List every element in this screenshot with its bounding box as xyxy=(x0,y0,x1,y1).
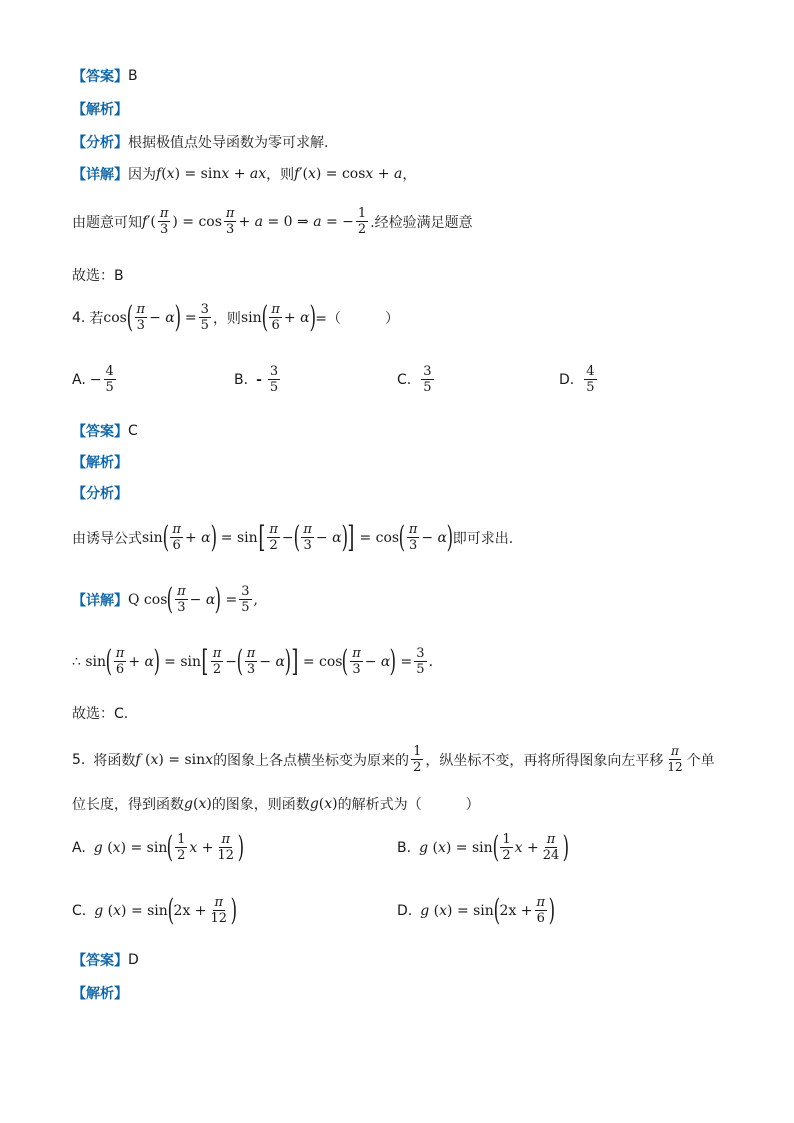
jiexi-label: 【解析】 xyxy=(72,986,128,1002)
q4-answer-line xyxy=(72,421,138,441)
q3-jiexi-line xyxy=(72,99,128,119)
option-den: 5 xyxy=(269,380,279,395)
q4-option-a[interactable] xyxy=(72,364,118,395)
q5-text1-end: 个单 xyxy=(686,752,715,769)
coef-num: 1 xyxy=(502,832,511,847)
option-label: D. xyxy=(559,371,575,388)
option-label: C. xyxy=(397,371,412,388)
formula-f: f ( x ) = sin x + ax xyxy=(156,166,267,182)
q5-number: 5. xyxy=(72,751,86,768)
q5-paren-close: ） xyxy=(465,797,480,813)
q4-guxuan xyxy=(72,703,128,723)
shift-num: π xyxy=(214,895,224,910)
coef-x: 2x xyxy=(499,902,517,919)
coef-den: 2 xyxy=(177,848,186,863)
q4-ze: ，则 xyxy=(212,310,241,327)
q3-guxuan xyxy=(72,265,124,285)
q4-fenxi-formula-line xyxy=(72,519,514,555)
coef-x: x xyxy=(189,839,198,856)
q4-therefore-line xyxy=(72,643,434,679)
q4-option-b[interactable] xyxy=(234,364,282,395)
jiexi-label: 【解析】 xyxy=(72,102,128,118)
option-num: 3 xyxy=(269,364,279,379)
xiangjie-label: 【详解】 xyxy=(72,592,128,609)
option-sign: - xyxy=(256,371,262,388)
q4-option-c[interactable] xyxy=(397,364,436,395)
option-label: B. xyxy=(234,371,249,388)
option-den: 5 xyxy=(105,380,114,395)
therefore-symbol: ∴ xyxy=(72,653,81,670)
q4-fenxi-line xyxy=(72,483,128,503)
q5-func-f: f ( x ) = sin x xyxy=(135,751,214,768)
q5-text2-pre: 位长度，得到函数 xyxy=(72,797,184,813)
shift-den: 24 xyxy=(542,848,560,863)
xiangjie-label: 【详解】 xyxy=(72,167,128,183)
xiangjie-mid: ，则 xyxy=(266,167,295,183)
q3-answer-line xyxy=(72,66,138,86)
q3-xiangjie-line xyxy=(72,164,416,184)
xiangjie-end: ， xyxy=(402,167,417,183)
q5-option-b[interactable]: B. g ( x ) = sin ( $\frac{1}{2}$ x + $\frac{\pi}{24}$ ) xyxy=(397,829,570,865)
q4-xiangjie-line xyxy=(72,581,258,617)
q5-option-a[interactable]: A. g ( x ) = sin ( $\frac{1}{2}$ x + $\frac{\pi}{12}$ ) xyxy=(72,829,245,865)
q4-given: cos ( $\frac{\pi}{3}$ − α ) = $\frac{3}{5}$ xyxy=(103,299,209,335)
option-num: 3 xyxy=(423,364,432,379)
formula-derivative-zero: f ′( $\frac{\pi}{3}$ ) = cos $\frac{\pi}{3}$ + a = 0 ⇒ a = − $\frac{1}{2}$ xyxy=(142,206,367,237)
q5-option-d[interactable]: D. g ( x ) = sin ( 2x + $\frac{\pi}{6}$ ) xyxy=(397,892,556,928)
q3-line2 xyxy=(72,206,473,237)
q4-paren-close: ） xyxy=(385,310,399,327)
answer-label: 【答案】 xyxy=(72,69,128,85)
q5-answer-line xyxy=(72,950,139,970)
q4-result-formula: sin ( $\frac{\pi}{6}$ + α ) = sin [ $\frac{\pi}{2}$ − ( $\frac{\pi}{3}$ − α ) ] = cos ( $\frac{\pi}{3}$ − α ) = $\frac{3}{5}$ . xyxy=(80,643,434,679)
q4-eq-tail: =（ xyxy=(315,310,341,327)
option-den: 5 xyxy=(423,380,432,395)
option-label: B. xyxy=(397,839,412,856)
fenxi-label: 【分析】 xyxy=(72,486,128,502)
because-symbol: Q xyxy=(128,591,140,608)
shift-num: π xyxy=(536,895,546,910)
shift-den: 12 xyxy=(210,911,228,926)
line2-pre: 由题意可知 xyxy=(72,214,142,231)
q4-number: 4. xyxy=(72,309,86,326)
fenxi-label: 【分析】 xyxy=(72,135,128,151)
answer-value: C xyxy=(128,423,138,439)
xiangjie-pre: 因为 xyxy=(128,167,156,183)
option-den: 5 xyxy=(586,380,595,395)
q5-text2-mid: 的图象，则函数 xyxy=(211,797,310,813)
q5-text2-end: 的解析式为（ xyxy=(337,797,422,813)
q5-option-c[interactable]: C. g ( x ) = sin ( 2x + $\frac{\pi}{12}$ ) xyxy=(72,892,238,928)
coef-den: 2 xyxy=(502,848,511,863)
guxuan-text: 故选：B xyxy=(72,268,124,284)
option-num: 4 xyxy=(105,364,114,379)
q5-func-g2: g ( x ) xyxy=(309,796,338,812)
shift-num: π xyxy=(221,832,230,847)
q4-stem xyxy=(72,299,399,335)
answer-value: D xyxy=(128,952,139,968)
formula-fprime: f ′( x ) = cos x + a xyxy=(294,166,403,182)
q3-fenxi-line xyxy=(72,132,328,152)
q5-jiexi-line xyxy=(72,983,128,1003)
q5-stem-line2 xyxy=(72,794,480,814)
q4-target: sin ( $\frac{\pi}{6}$ + α ) xyxy=(240,299,316,335)
answer-label: 【答案】 xyxy=(72,953,128,969)
q5-stem-line1: 5. 将函数 f ( x ) = sin x 的图象上各点横坐标变为原来的 $\frac{1}{2}$ ，纵坐标不变，再将所得图象向左平移 $\frac{\pi}{12}$ 个单 xyxy=(72,744,715,775)
jiexi-label: 【解析】 xyxy=(72,455,128,471)
q5-text1-mid: 的图象上各点横坐标变为原来的 xyxy=(213,752,410,769)
option-sign: − xyxy=(89,371,102,388)
option-num: 4 xyxy=(586,364,595,379)
q5-text1-mid2: ，纵坐标不变，再将所得图象向左平移 xyxy=(425,752,664,769)
option-label: A. xyxy=(72,371,86,388)
q5-text1-pre: 将函数 xyxy=(93,752,136,769)
guxuan-text: 故选：C. xyxy=(72,706,129,722)
shift-den: 12 xyxy=(217,848,234,863)
option-label: A. xyxy=(72,839,86,856)
fenxi-pre: 由诱导公式 xyxy=(72,530,142,547)
coef-num: 1 xyxy=(177,832,186,847)
answer-value: B xyxy=(128,68,138,84)
answer-label: 【答案】 xyxy=(72,424,128,440)
q4-given-again: cos ( $\frac{\pi}{3}$ − α ) = $\frac{3}{5}$ , xyxy=(139,581,258,617)
shift-num: π xyxy=(546,832,556,847)
option-label: D. xyxy=(397,902,413,919)
q4-ruo: 若 xyxy=(89,310,104,327)
shift-den: 6 xyxy=(536,911,545,926)
option-label: C. xyxy=(72,902,87,919)
line2-post: .经检验满足题意 xyxy=(370,214,473,231)
fenxi-post: 即可求出. xyxy=(452,530,514,547)
q4-option-d[interactable] xyxy=(559,364,599,395)
coef-x: 2x xyxy=(173,902,191,919)
q5-func-g: g ( x ) xyxy=(184,796,212,812)
fenxi-text: 根据极值点处导函数为零可求解. xyxy=(128,135,329,151)
q4-jiexi-line xyxy=(72,452,128,472)
q4-induction-formula: sin ( $\frac{\pi}{6}$ + α ) = sin [ $\frac{\pi}{2}$ − ( $\frac{\pi}{3}$ − α ) ] = cos ( $\frac{\pi}{3}$ − α ) xyxy=(142,519,454,555)
coef-x: x xyxy=(514,839,523,856)
